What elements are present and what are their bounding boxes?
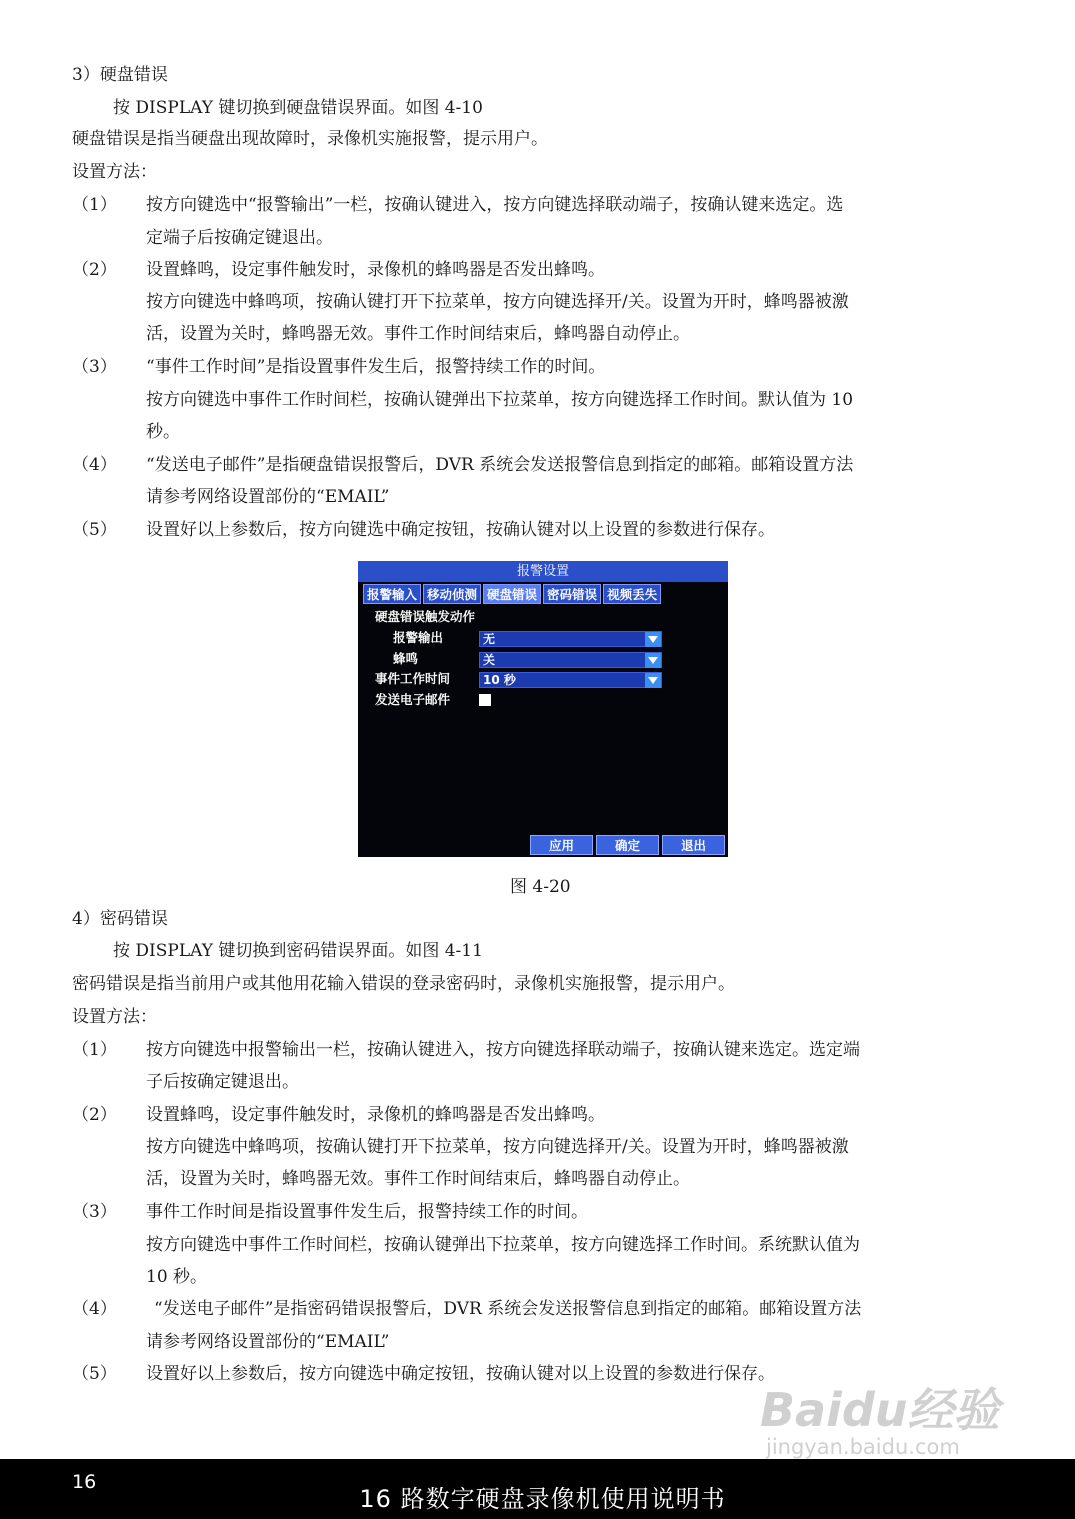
- dropdown-arrow-icon[interactable]: [645, 673, 661, 688]
- paragraph: 按 DISPLAY 键切换到密码错误界面。如图 4-11: [113, 941, 483, 961]
- list-item-text: 活，设置为关时，蜂鸣器无效。事件工作时间结束后，蜂鸣器自动停止。: [146, 1169, 690, 1189]
- tab-alarm-input[interactable]: 报警输入: [363, 584, 421, 604]
- watermark-brand: Baidu经验: [760, 1383, 1000, 1437]
- tab-bar: [363, 584, 661, 604]
- list-item-text: 定端子后按确定键退出。: [146, 228, 333, 248]
- list-item-text: 10 秒。: [146, 1267, 208, 1287]
- tab-hdd-error[interactable]: 硬盘错误: [483, 584, 541, 604]
- list-number: （5）: [72, 1364, 117, 1384]
- tab-motion-detection[interactable]: 移动侦测: [423, 584, 481, 604]
- list-number: （3）: [72, 357, 117, 377]
- list-item-text: 按方向键选中事件工作时间栏，按确认键弹出下拉菜单，按方向键选择工作时间。默认值为 10: [146, 390, 854, 410]
- paragraph: 硬盘错误是指当硬盘出现故障时，录像机实施报警，提示用户。: [72, 129, 548, 149]
- buzzer-select[interactable]: [479, 652, 662, 668]
- dialog-title: 报警设置: [358, 561, 728, 582]
- send-email-label: 发送电子邮件: [375, 692, 451, 707]
- alarm-settings-screenshot: [358, 561, 728, 857]
- list-item-text: 请参考网络设置部份的“EMAIL”: [146, 487, 390, 507]
- event-time-label: 事件工作时间: [375, 671, 451, 686]
- alarm-output-label: 报警输出: [393, 630, 444, 645]
- section-heading: 4）密码错误: [72, 909, 168, 929]
- manual-title: 16 路数字硬盘录像机使用说明书: [359, 1485, 726, 1513]
- dropdown-arrow-icon[interactable]: [645, 632, 661, 647]
- page-footer: [0, 1459, 1075, 1519]
- ok-button[interactable]: 确定: [596, 835, 659, 855]
- list-item-text: 按方向键选中蜂鸣项，按确认键打开下拉菜单，按方向键选择开/关。设置为开时，蜂鸣器被激: [146, 1137, 849, 1157]
- list-item-text: 按方向键选中报警输出一栏，按确认键进入，按方向键选择联动端子，按确认键来选定。选定端: [146, 1040, 860, 1060]
- list-item-text: 按方向键选中蜂鸣项，按确认键打开下拉菜单，按方向键选择开/关。设置为开时，蜂鸣器被激: [146, 292, 849, 312]
- section-heading: 3）硬盘错误: [72, 65, 168, 85]
- group-label: 硬盘错误触发动作: [375, 609, 476, 624]
- send-email-checkbox[interactable]: [479, 694, 491, 706]
- list-item-text: 设置蜂鸣，设定事件触发时，录像机的蜂鸣器是否发出蜂鸣。: [146, 1105, 605, 1125]
- paragraph: 按 DISPLAY 键切换到硬盘错误界面。如图 4-10: [113, 98, 483, 118]
- list-number: （3）: [72, 1202, 117, 1222]
- list-item-text: 秒。: [146, 422, 180, 442]
- tab-video-loss[interactable]: 视频丢失: [603, 584, 661, 604]
- list-item-text: “发送电子邮件”是指硬盘错误报警后，DVR 系统会发送报警信息到指定的邮箱。邮箱设置方法: [146, 455, 854, 475]
- paragraph: 设置方法：: [72, 162, 157, 182]
- list-item-text: 事件工作时间是指设置事件发生后，报警持续工作的时间。: [146, 1202, 588, 1222]
- list-item-text: 按方向键选中事件工作时间栏，按确认键弹出下拉菜单，按方向键选择工作时间。系统默认值为: [146, 1235, 860, 1255]
- apply-button[interactable]: 应用: [530, 835, 593, 855]
- list-number: （4）: [72, 455, 117, 475]
- event-time-select[interactable]: [479, 672, 662, 688]
- list-item-text: “发送电子邮件”是指密码错误报警后，DVR 系统会发送报警信息到指定的邮箱。邮箱设置方法: [154, 1299, 862, 1319]
- list-item-text: 设置好以上参数后，按方向键选中确定按钮，按确认键对以上设置的参数进行保存。: [146, 1364, 775, 1384]
- list-item-text: 活，设置为关时，蜂鸣器无效。事件工作时间结束后，蜂鸣器自动停止。: [146, 324, 690, 344]
- figure-caption: 图 4-20: [510, 877, 571, 897]
- list-number: （2）: [72, 1105, 117, 1125]
- list-item-text: “事件工作时间”是指设置事件发生后，报警持续工作的时间。: [146, 357, 606, 377]
- paragraph: 设置方法：: [72, 1007, 157, 1027]
- list-number: （5）: [72, 520, 117, 540]
- tab-password-error[interactable]: 密码错误: [543, 584, 601, 604]
- dropdown-arrow-icon[interactable]: [645, 653, 661, 668]
- list-item-text: 子后按确定键退出。: [146, 1072, 299, 1092]
- list-number: （4）: [72, 1299, 117, 1319]
- buzzer-label: 蜂鸣: [393, 651, 419, 666]
- watermark-url: jingyan.baidu.com: [766, 1435, 960, 1459]
- paragraph: 密码错误是指当前用户或其他用花输入错误的登录密码时，录像机实施报警，提示用户。: [72, 974, 735, 994]
- list-item-text: 请参考网络设置部份的“EMAIL”: [146, 1332, 390, 1352]
- list-number: （2）: [72, 260, 117, 280]
- alarm-output-select[interactable]: [479, 631, 662, 647]
- list-number: （1）: [72, 1040, 117, 1060]
- page-number: 16: [72, 1471, 97, 1493]
- list-item-text: 设置蜂鸣，设定事件触发时，录像机的蜂鸣器是否发出蜂鸣。: [146, 260, 605, 280]
- exit-button[interactable]: 退出: [662, 835, 725, 855]
- alarm-output-value: 无: [483, 632, 496, 646]
- list-number: （1）: [72, 195, 117, 215]
- baidu-watermark: [760, 1385, 1000, 1459]
- list-item-text: 设置好以上参数后，按方向键选中确定按钮，按确认键对以上设置的参数进行保存。: [146, 520, 775, 540]
- list-item-text: 按方向键选中“报警输出”一栏，按确认键进入，按方向键选择联动端子，按确认键来选定。选: [146, 195, 844, 215]
- event-time-value: 10 秒: [483, 673, 516, 687]
- buzzer-value: 关: [483, 653, 496, 667]
